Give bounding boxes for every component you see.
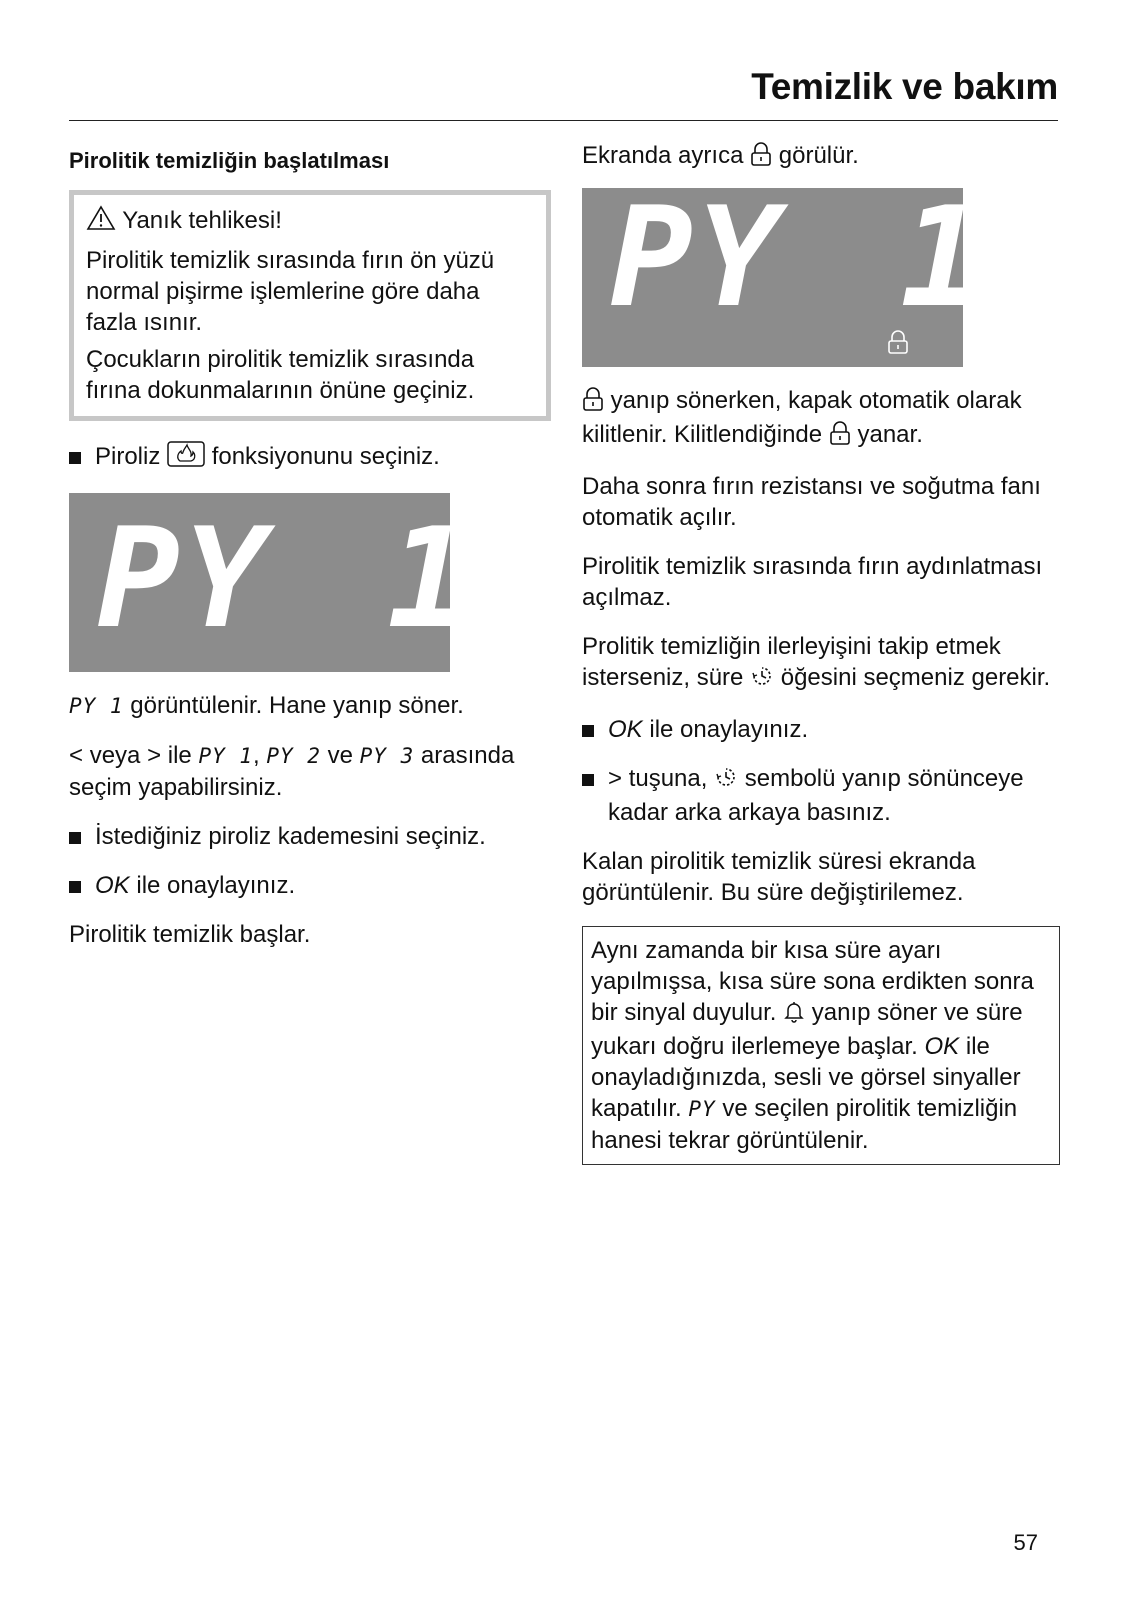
timer-duration-icon — [750, 664, 774, 696]
paragraph-lock-shown: Ekranda ayrıca görülür. — [582, 140, 1060, 174]
inline-code-py: PY — [688, 1097, 716, 1121]
paragraph-lighting: Pirolitik temizlik sırasında fırın aydınlatması açılmaz. — [582, 553, 1043, 611]
bullet-square-icon — [582, 763, 608, 828]
warning-text-1: Pirolitik temizlik sırasında fırın ön yüzü normal pişirme işlemlerine göre daha fazla ısınır. — [86, 247, 495, 336]
display-level-digit: 1 — [387, 498, 471, 659]
paragraph-remaining-time: Kalan pirolitik temizlik süresi ekranda görüntülenir. Bu süre değiştirilemez. — [582, 848, 976, 906]
inline-code-py1: PY 1 — [69, 694, 124, 718]
display-mode-text: PY — [97, 498, 272, 659]
step-text-before: Piroliz — [95, 443, 161, 470]
note-box — [582, 926, 1060, 1165]
paragraph-cleaning-starts: Pirolitik temizlik başlar. — [69, 921, 311, 948]
page-header — [69, 60, 1058, 121]
oven-display — [69, 493, 471, 672]
ok-label: OK — [608, 716, 643, 743]
paragraph-heater-fan: Daha sonra fırın rezistansı ve soğutma fanı otomatik açılır. — [582, 473, 1041, 531]
bullet-square-icon — [582, 714, 608, 745]
right-column — [582, 140, 1060, 1165]
inline-code-py2: PY 2 — [266, 744, 321, 768]
display-mode-text: PY — [610, 177, 785, 338]
ok-label: OK — [924, 1033, 960, 1060]
warning-box — [69, 190, 551, 421]
bell-icon — [783, 999, 805, 1031]
paragraph-select-level: < veya > ile PY 1, PY 2 ve PY 3 arasında seçim yapabilirsiniz. — [69, 742, 515, 801]
step-text-after: fonksiyonunu seçiniz. — [211, 443, 440, 470]
step-confirm-ok: OK ile onaylayınız. — [69, 870, 551, 901]
bullet-square-icon — [69, 441, 95, 475]
paragraph-progress: Prolitik temizliğin ilerleyişini takip etmek isterseniz, süre öğesini seçmeniz gerekir. — [582, 631, 1060, 696]
warning-title-line — [86, 205, 534, 239]
display-lock-icon — [887, 330, 909, 362]
bullet-square-icon — [69, 870, 95, 901]
page-number: 57 — [1013, 1530, 1038, 1555]
section-heading: Pirolitik temizliğin başlatılması — [69, 148, 390, 173]
lock-icon — [750, 142, 772, 174]
left-column — [69, 140, 551, 968]
step-press-arrow: > tuşuna, sembolü yanıp sönünceye kadar arka arkaya basınız. — [582, 763, 1060, 828]
greater-than-button-symbol: > — [147, 742, 162, 769]
warning-title: Yanık tehlikesi! — [122, 207, 282, 234]
display-level-digit: 1 — [900, 177, 984, 338]
less-than-button-symbol: < — [69, 742, 84, 769]
warning-triangle-icon — [86, 205, 116, 239]
paragraph-door-locks: yanıp sönerken, kapak otomatik olarak kilitlenir. Kilitlendiğinde yanar. — [582, 385, 1060, 453]
inline-code-py3: PY 3 — [359, 744, 415, 768]
note-text: Aynı zamanda bir kısa süre ayarı yapılmışsa, kısa süre sona erdikten sonra bir sinyal duyulur. yanıp söner ve süre yukarı doğru ilerlemeye başlar. OK ile onayladığınızda, sesli ve görsel sinyaller kapatılır. PY ve seçilen pirolitik temizliğin hanesi tekrar görüntülenir. — [591, 937, 1034, 1154]
step-confirm-ok: OK ile onaylayınız. — [582, 714, 1060, 745]
pyrolysis-function-icon — [167, 441, 205, 475]
inline-code-py1: PY 1 — [198, 744, 254, 768]
ok-label: OK — [95, 872, 130, 899]
step-select-level: İstediğiniz piroliz kademesini seçiniz. — [69, 821, 551, 852]
timer-duration-icon — [714, 765, 738, 797]
lock-icon — [582, 387, 604, 419]
paragraph-display-shown: PY 1 görüntülenir. Hane yanıp söner. — [69, 692, 464, 719]
oven-display-locked — [582, 177, 984, 367]
step-select-pyrolysis — [69, 441, 551, 475]
greater-than-button-symbol: > — [608, 765, 623, 792]
section-title: Temizlik ve bakım — [751, 66, 1058, 107]
warning-text-2: Çocukların pirolitik temizlik sırasında fırına dokunmalarının önüne geçiniz. — [86, 346, 475, 404]
lock-icon — [829, 421, 851, 453]
bullet-square-icon — [69, 821, 95, 852]
